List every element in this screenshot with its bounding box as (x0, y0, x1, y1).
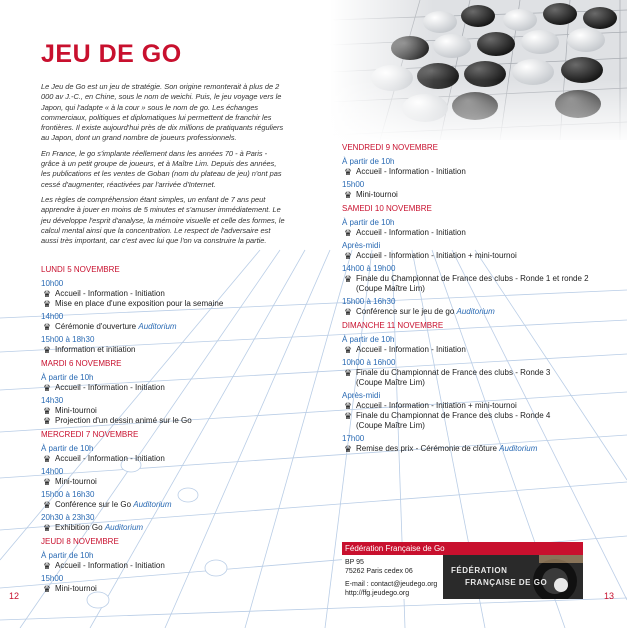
federation-address (345, 558, 437, 598)
activity-item (41, 322, 331, 332)
activity-list (342, 345, 627, 355)
time-slot (342, 390, 627, 431)
go-stones-bullet-icon: ♛ (43, 345, 52, 355)
activity-text: Conférence sur le jeu de go (356, 307, 457, 316)
venue-label: Auditorium (104, 523, 144, 532)
day-heading: DIMANCHE 11 NOVEMBRE (342, 321, 444, 330)
go-stones-bullet-icon: ♛ (344, 190, 353, 200)
go-stones-bullet-icon: ♛ (344, 167, 353, 177)
slot-time: À partir de 10h (342, 218, 395, 227)
page-number-left: 12 (9, 591, 20, 601)
go-stones-bullet-icon: ♛ (43, 454, 52, 464)
activity-item (41, 454, 331, 464)
activity-list (342, 274, 627, 294)
time-slot (342, 296, 627, 317)
activity-list (41, 322, 331, 332)
go-stones-bullet-icon: ♛ (344, 411, 353, 421)
go-stones-bullet-icon: ♛ (43, 299, 52, 309)
activity-text: Projection d'un dessin animé sur le Go (55, 416, 192, 425)
activity-item (41, 584, 331, 594)
time-slot (342, 240, 627, 261)
activity-text: Mini-tournoi (356, 190, 398, 199)
venue-label: Auditorium (133, 500, 172, 509)
activity-item (342, 228, 627, 238)
slot-time: 15h00 (342, 180, 365, 189)
activity-item (342, 251, 627, 261)
activity-text: Accueil - Information - Initiation + mini-tournoi (356, 251, 517, 260)
activity-list (342, 401, 627, 431)
activity-item (342, 190, 627, 200)
go-stones-bullet-icon: ♛ (344, 444, 353, 454)
time-slot (41, 550, 331, 571)
address-line: BP 95 (345, 559, 364, 566)
time-slot (342, 179, 627, 200)
activity-list (41, 454, 331, 464)
federation-logo (443, 555, 583, 599)
slot-time: 15h00 (41, 574, 64, 583)
activity-text: Accueil - Information - Initiation (55, 289, 165, 298)
activity-item (342, 368, 627, 388)
activity-item (342, 401, 627, 411)
activity-text: Accueil - Information - Initiation + mini-tournoi (356, 401, 517, 410)
time-slot (342, 357, 627, 388)
time-slot (342, 156, 627, 177)
venue-label: Auditorium (499, 444, 538, 453)
time-slot (41, 334, 331, 355)
activity-text: Cérémonie d'ouverture (55, 322, 139, 331)
intro-paragraph: En France, le go s'implante réellement dans les années 70 - à Paris - grâce à un petit groupe de joueurs, et à Maître Lim. Depuis des années, les publications et les ventes de Goban (nom du plateau de jeu) n'ont pas cessé d'augmenter, réactivées par l'arrivée d'Internet. (41, 148, 282, 189)
activity-list (41, 477, 331, 487)
activity-item (342, 167, 627, 177)
activity-item (41, 345, 331, 355)
logo-line: FÉDÉRATION (451, 566, 508, 575)
go-stones-bullet-icon: ♛ (43, 477, 52, 487)
activity-text: Finale du Championnat de France des clubs - Ronde 4 (356, 411, 551, 420)
activity-list (342, 228, 627, 238)
activity-text: Remise des prix - Cérémonie de clôture (356, 444, 500, 453)
go-stones-bullet-icon: ♛ (43, 561, 52, 571)
go-stones-bullet-icon: ♛ (344, 345, 353, 355)
activity-text: Accueil - Information - Initiation (356, 167, 466, 176)
activity-text: Accueil - Information - Initiation (356, 345, 466, 354)
go-stones-bullet-icon: ♛ (344, 274, 353, 284)
slot-time: 14h30 (41, 396, 64, 405)
day-heading: MERCREDI 7 NOVEMBRE (41, 430, 139, 439)
go-stones-bullet-icon: ♛ (43, 500, 52, 510)
day-heading: MARDI 6 NOVEMBRE (41, 359, 122, 368)
logo-line: FRANÇAISE DE GO (465, 578, 548, 587)
time-slot (41, 466, 331, 487)
activity-text: Accueil - Information - Initiation (55, 561, 165, 570)
day-heading: VENDREDI 9 NOVEMBRE (342, 143, 439, 152)
activity-item (41, 299, 331, 309)
time-slot (41, 443, 331, 464)
page-title: JEU DE GO (41, 40, 182, 68)
go-stones-bullet-icon: ♛ (344, 368, 353, 378)
time-slot (41, 395, 331, 426)
intro-text (41, 82, 285, 251)
activity-item (41, 406, 331, 416)
activity-list (41, 523, 331, 533)
slot-time: 14h00 à 19h00 (342, 264, 396, 273)
schedule-column-right (342, 142, 627, 454)
activity-item (41, 383, 331, 393)
day-heading: JEUDI 8 NOVEMBRE (41, 537, 119, 546)
address-line: 75262 Paris cedex 06 (345, 568, 413, 575)
activity-text: Accueil - Information - Initiation (55, 383, 165, 392)
activity-text: Conférence sur le Go (55, 500, 134, 509)
activity-item (41, 416, 331, 426)
slot-time: À partir de 10h (41, 373, 94, 382)
activity-item (41, 289, 331, 299)
time-slot (41, 372, 331, 393)
activity-text: Finale du Championnat de France des clubs - Ronde 1 et ronde 2 (356, 274, 589, 283)
time-slot (342, 433, 627, 454)
activity-subtitle: (Coupe Maître Lim) (356, 421, 425, 430)
go-stones-bullet-icon: ♛ (43, 289, 52, 299)
activity-text: Mise en place d'une exposition pour la semaine (55, 299, 224, 308)
activity-list (41, 345, 331, 355)
time-slot (41, 573, 331, 594)
slot-time: À partir de 10h (41, 551, 94, 560)
venue-label: Auditorium (138, 322, 177, 331)
slot-time: 17h00 (342, 434, 365, 443)
schedule-column-left (41, 264, 331, 594)
activity-list (41, 383, 331, 393)
go-stones-bullet-icon: ♛ (43, 383, 52, 393)
venue-label: Auditorium (456, 307, 495, 316)
activity-text: Accueil - Information - Initiation (55, 454, 165, 463)
activity-text: Finale du Championnat de France des clubs - Ronde 3 (356, 368, 551, 377)
slot-time: 10h00 à 16h00 (342, 358, 396, 367)
activity-item (41, 477, 331, 487)
activity-list (342, 251, 627, 261)
slot-time: Après-midi (342, 241, 381, 250)
activity-text: Accueil - Information - Initiation (356, 228, 466, 237)
activity-list (342, 167, 627, 177)
website-link[interactable]: http://ffg.jeudego.org (345, 590, 410, 597)
day-heading: LUNDI 5 NOVEMBRE (41, 265, 120, 274)
go-stones-bullet-icon: ♛ (344, 307, 353, 317)
federation-box (342, 542, 583, 599)
time-slot (41, 512, 331, 533)
slot-time: 15h00 à 16h30 (41, 490, 95, 499)
slot-time: Après-midi (342, 391, 381, 400)
go-stones-bullet-icon: ♛ (344, 228, 353, 238)
email-line: E-mail : contact@jeudego.org (345, 581, 438, 588)
activity-list (342, 444, 627, 454)
activity-text: Mini-tournoi (55, 477, 97, 486)
time-slot (342, 334, 627, 355)
slot-time: 15h00 à 18h30 (41, 335, 95, 344)
intro-paragraph: Le Jeu de Go est un jeu de stratégie. Son origine remonterait à plus de 2 000 av J.-C., en Chine, sous le nom de weichi. Puis, le jeu voyage vers le Japon, qui l'adapte « à la cour » sous le nom de go. Les échanges commerciaux, politiques et diplomatiques lui permettent de franchir les frontières. Il existe aujourd'hui près de dix millions de pratiquants réguliers au Japon, dont un grand nombre de joueurs professionnels. (41, 82, 284, 143)
activity-item (342, 411, 627, 431)
activity-item (41, 500, 331, 510)
time-slot (41, 489, 331, 510)
page-number-right: 13 (604, 591, 615, 601)
activity-text: Information et initiation (55, 345, 136, 354)
day-heading: SAMEDI 10 NOVEMBRE (342, 204, 432, 213)
activity-item (342, 444, 627, 454)
go-stones-bullet-icon: ♛ (43, 584, 52, 594)
activity-list (41, 500, 331, 510)
activity-list (342, 307, 627, 317)
activity-list (342, 190, 627, 200)
activity-item (41, 523, 331, 533)
time-slot (342, 263, 627, 294)
activity-subtitle: (Coupe Maître Lim) (356, 378, 425, 387)
activity-item (342, 345, 627, 355)
go-stones-bullet-icon: ♛ (344, 251, 353, 261)
activity-list (41, 406, 331, 426)
activity-list (41, 289, 331, 309)
go-stones-bullet-icon: ♛ (43, 322, 52, 332)
go-stones-bullet-icon: ♛ (43, 416, 52, 426)
slot-time: 20h30 à 23h30 (41, 513, 95, 522)
activity-text: Mini-tournoi (55, 406, 97, 415)
activity-list (342, 368, 627, 388)
slot-time: À partir de 10h (342, 335, 395, 344)
activity-item (342, 307, 627, 317)
time-slot (41, 311, 331, 332)
activity-text: Mini-tournoi (55, 584, 97, 593)
activity-list (41, 584, 331, 594)
activity-item (41, 561, 331, 571)
intro-paragraph: Les règles de compréhension étant simples, un enfant de 7 ans peut apprendre à jouer en moins de 5 minutes et s'amuser immédiatement. Le jeu développe l'esprit d'analyse, la mémoire visuelle et celle des formes, le calcul mental ainsi que la concentration. Le respect de l'adversaire est aussi très important, car c'est avec lui que l'on va construire la partie. (41, 194, 285, 246)
slot-time: 15h00 à 16h30 (342, 297, 396, 306)
slot-time: 14h00 (41, 312, 64, 321)
federation-name: Fédération Française de Go (342, 542, 583, 555)
slot-time: 10h00 (41, 279, 64, 288)
go-stones-bullet-icon: ♛ (43, 406, 52, 416)
slot-time: 14h00 (41, 467, 64, 476)
go-stones-bullet-icon: ♛ (43, 523, 52, 533)
slot-time: À partir de 10h (41, 444, 94, 453)
go-stones-bullet-icon: ♛ (344, 401, 353, 411)
slot-time: À partir de 10h (342, 157, 395, 166)
activity-item (342, 274, 627, 294)
activity-list (41, 561, 331, 571)
activity-subtitle: (Coupe Maître Lim) (356, 284, 425, 293)
time-slot (41, 278, 331, 309)
time-slot (342, 217, 627, 238)
activity-text: Exhibition Go (55, 523, 105, 532)
